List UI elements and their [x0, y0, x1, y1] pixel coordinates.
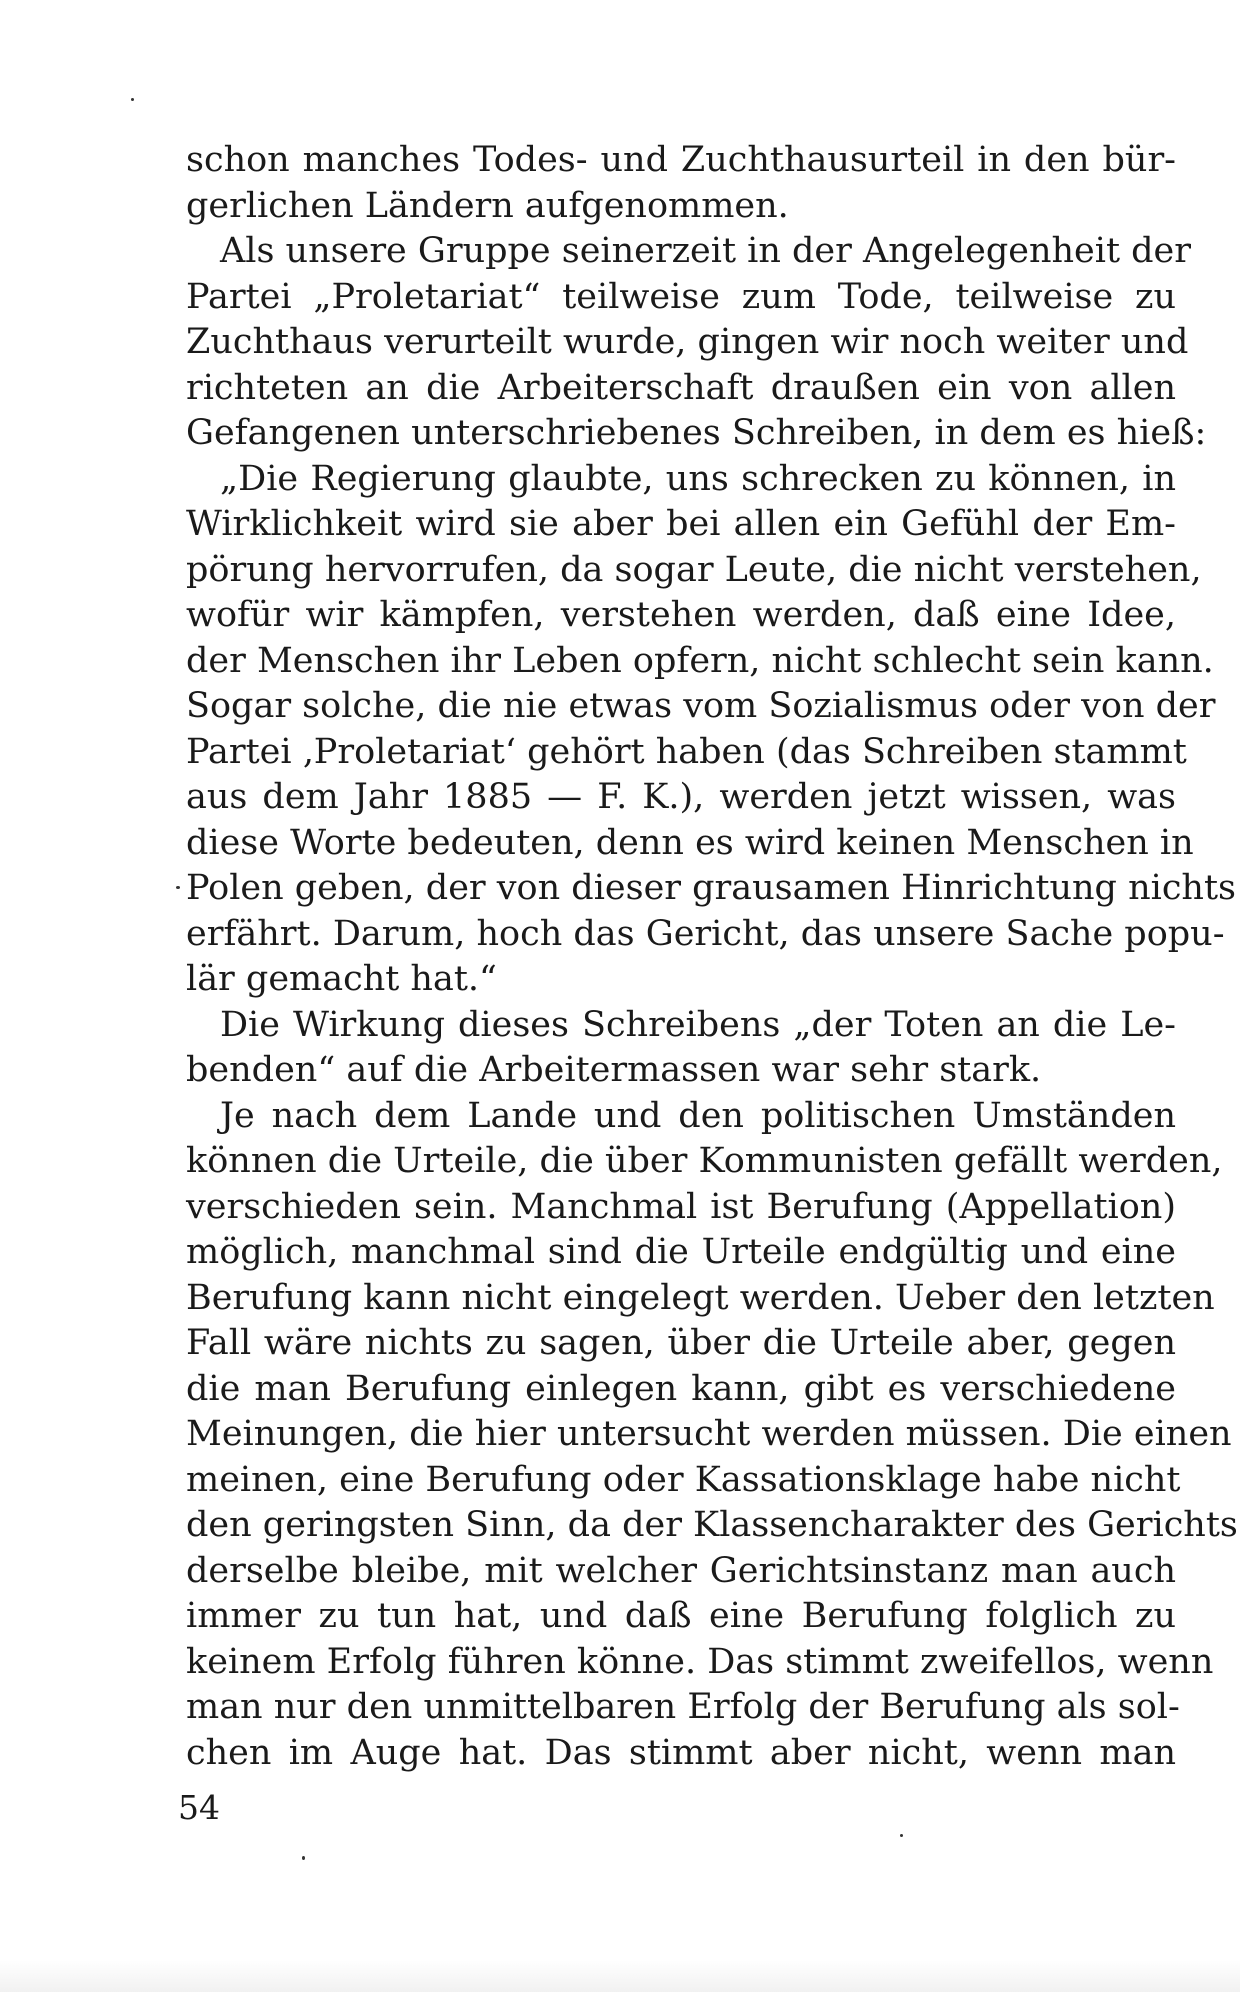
- text-line: lär gemacht hat.“: [186, 959, 497, 999]
- text-line: Fall wäre nichts zu sagen, über die Urteile aber, gegen: [186, 1323, 1176, 1363]
- text-line: pörung hervorrufen, da sogar Leute, die nicht verstehen,: [186, 549, 1202, 590]
- scan-speck: [131, 98, 134, 101]
- body-text: [186, 138, 1238, 1776]
- page-number: 54: [178, 1788, 220, 1827]
- text-line: diese Worte bedeuten, denn es wird keinen Menschen in: [186, 822, 1194, 863]
- text-line: Sogar solche, die nie etwas vom Sozialismus oder von der: [186, 686, 1216, 726]
- text-line: schon manches Todes- und Zuchthausurteil in den bür-: [186, 140, 1176, 180]
- text-line: Polen geben, der von dieser grausamen Hinrichtung nichts: [186, 868, 1236, 908]
- text-line: chen im Auge hat. Das stimmt aber nicht, wenn man: [186, 1732, 1176, 1773]
- text-line: meinen, eine Berufung oder Kassationsklage habe nicht: [186, 1459, 1181, 1500]
- text-line: „Die Regierung glaubte, uns schrecken zu können, in: [220, 458, 1176, 499]
- text-line: aus dem Jahr 1885 — F. K.), werden jetzt wissen, was: [186, 777, 1176, 817]
- scan-speck: [176, 886, 180, 889]
- text-line: derselbe bleibe, mit welcher Gerichtsinstanz man auch: [186, 1550, 1176, 1591]
- text-line: immer zu tun hat, und daß eine Berufung folglich zu: [186, 1596, 1176, 1636]
- text-line: Partei „Proletariat“ teilweise zum Tode, teilweise zu: [186, 276, 1176, 317]
- text-line: Partei ‚Proletariat‘ gehört haben (das Schreiben stammt: [186, 731, 1187, 772]
- text-line: den geringsten Sinn, da der Klassencharakter des Gerichts: [186, 1505, 1238, 1545]
- text-line: Gefangenen unterschriebenes Schreiben, in dem es hieß:: [186, 413, 1207, 453]
- scan-speck: [302, 1856, 305, 1860]
- text-line: möglich, manchmal sind die Urteile endgültig und eine: [186, 1232, 1176, 1272]
- text-line: man nur den unmittelbaren Erfolg der Berufung als sol-: [186, 1687, 1180, 1727]
- text-line: Wirklichkeit wird sie aber bei allen ein Gefühl der Em-: [186, 504, 1176, 544]
- text-line: Meinungen, die hier untersucht werden müssen. Die einen: [186, 1414, 1232, 1454]
- text-line: können die Urteile, die über Kommunisten gefällt werden,: [186, 1141, 1223, 1181]
- text-line: richteten an die Arbeiterschaft draußen ein von allen: [186, 367, 1176, 408]
- text-line: Zuchthaus verurteilt wurde, gingen wir noch weiter und: [186, 322, 1189, 362]
- text-line: der Menschen ihr Leben opfern, nicht schlecht sein kann.: [186, 640, 1214, 681]
- text-line: Je nach dem Lande und den politischen Umständen: [220, 1095, 1176, 1136]
- text-line: Als unsere Gruppe seinerzeit in der Angelegenheit der: [220, 231, 1191, 271]
- text-line: verschieden sein. Manchmal ist Berufung (Appellation): [186, 1186, 1176, 1227]
- text-line: gerlichen Ländern aufgenommen.: [186, 185, 789, 226]
- scan-speck: [900, 1834, 903, 1837]
- text-line: Die Wirkung dieses Schreibens „der Toten an die Le-: [220, 1004, 1176, 1045]
- text-line: erfährt. Darum, hoch das Gericht, das unsere Sache popu-: [186, 913, 1225, 954]
- text-line: wofür wir kämpfen, verstehen werden, daß eine Idee,: [186, 595, 1176, 635]
- text-line: die man Berufung einlegen kann, gibt es verschiedene: [186, 1368, 1176, 1409]
- scan-edge: [0, 1960, 1240, 1992]
- text-line: keinem Erfolg führen könne. Das stimmt zweifellos, wenn: [186, 1641, 1214, 1682]
- text-line: Berufung kann nicht eingelegt werden. Ueber den letzten: [186, 1277, 1215, 1318]
- text-line: benden“ auf die Arbeitermassen war sehr stark.: [186, 1050, 1042, 1090]
